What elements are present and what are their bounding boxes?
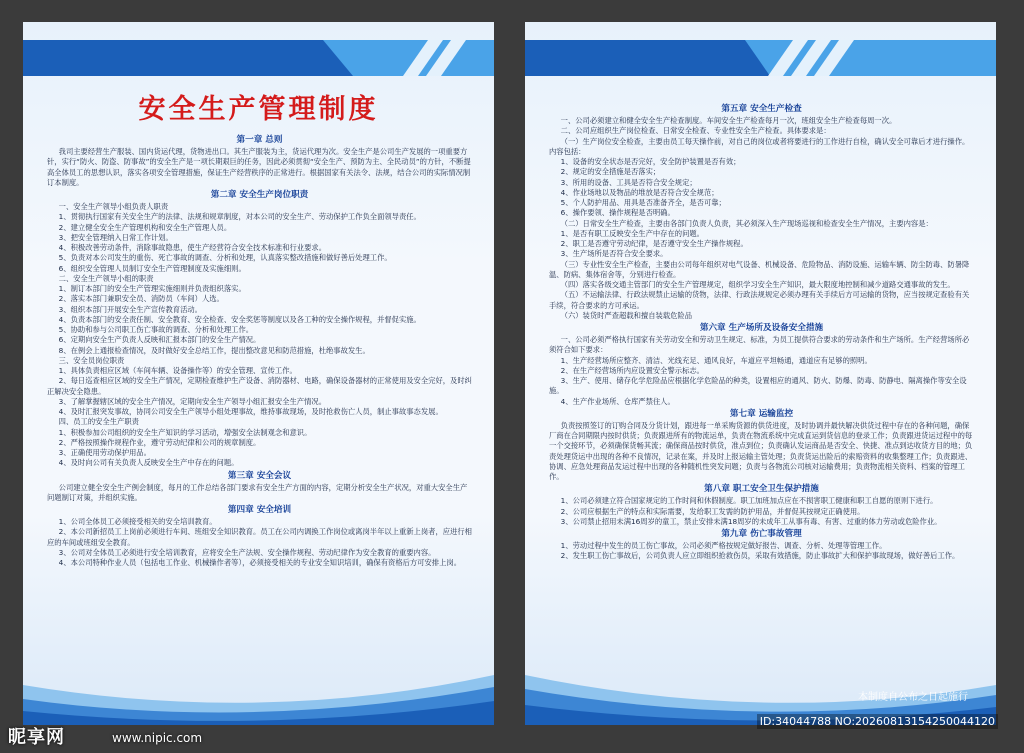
chapter-heading: 第四章 安全培训 xyxy=(227,505,292,515)
paragraph: 2、规定的安全措施是否落实； xyxy=(560,167,661,177)
paragraph: （二）日常安全生产检查，主要由各部门负责人负责，其必须深入生产现场巡视和检查安全生产情况，主要内容是： xyxy=(560,218,933,228)
paragraph: 一、安全生产领导小组负责人职责 xyxy=(58,202,169,211)
paragraph: 6、组织安全管理人员制订安全生产管理制度及实施细则。 xyxy=(58,263,246,273)
paragraph: （六）装货时严查超载和擅自装载危险品 xyxy=(560,310,693,320)
paragraph: 二、公司应组织生产岗位检查、日常安全检查、专业性安全生产检查。具体要求是： xyxy=(560,126,831,136)
paragraph: 5、协助和参与公司职工伤亡事故的调查、分析和处理工作。 xyxy=(58,325,254,334)
paragraph: 3、组织本部门开展安全生产宣传教育活动。 xyxy=(58,304,202,314)
paragraph: （一）生产岗位安全检查，主要由员工每天操作前，对自己的岗位或者将要进行的工作进行自检，确认安全可靠后才进行操作。内容包括： xyxy=(549,136,970,156)
chapter-heading: 第二章 安全生产岗位职责 xyxy=(210,190,309,200)
paragraph: （四）落实各级交通主管部门的安全生产管理规定，组织学习安全生产知识，最大限度地控制和减少道路交通事故的发生。 xyxy=(560,280,955,289)
top-stripe-decoration xyxy=(525,40,996,76)
top-stripe-decoration xyxy=(23,40,494,76)
paragraph: 1、积极参加公司组织的安全生产知识的学习活动，增强安全法制观念和意识。 xyxy=(58,427,312,437)
chapter-heading: 第九章 伤亡事故管理 xyxy=(721,529,802,539)
paragraph: 1、设备的安全状态是否完好，安全防护装置是否有效； xyxy=(560,157,741,166)
paragraph: 4、生产作业场所、仓库严禁住人。 xyxy=(560,396,675,406)
paragraph: 1、劳动过程中发生的员工伤亡事故，公司必须严格按规定做好报告、调查、分析、处理等管理工作。 xyxy=(560,541,887,550)
paragraph: 1、具体负责相应区域（车间车辆、设备操作等）的安全管理、宣传工作。 xyxy=(58,366,297,375)
paragraph: 一、公司必须建立和健全安全生产检查制度。车间安全生产检查每月一次，班组安全生产检查每周一次。 xyxy=(560,116,897,125)
paragraph: 8、在例会上通报检查情况，及时做好安全总结工作，提出整改意见和防范措施，杜绝事故发生。 xyxy=(58,345,370,355)
paragraph: 2、严格按照操作规程作业，遵守劳动纪律和公司的规章制度。 xyxy=(58,437,261,447)
chapter-heading: 第六章 生产场所及设备安全措施 xyxy=(699,323,824,333)
paragraph: 4、负责本部门的安全责任制、安全教育、安全检查、安全奖惩等制度以及各工种的安全操作规程，并督促实施。 xyxy=(58,314,421,324)
paragraph: 5、个人防护用品、用具是否准备齐全，是否可靠； xyxy=(560,198,726,207)
chapter-heading: 第五章 安全生产检查 xyxy=(721,104,802,114)
paragraph: 2、公司应根据生产的特点和实际需要，发给职工发需的防护用品，并督促其按规定正确使用。 xyxy=(560,506,865,516)
paragraph: 1、公司全体员工必须接受相关的安全培训教育。 xyxy=(58,517,217,526)
paragraph: 3、生产、使用、储存化学危险品应根据化学危险品的种类，设置相应的通风、防火、防爆、防毒、防静电、隔离操作等安全设施。 xyxy=(549,376,967,396)
bottom-wave-decoration xyxy=(23,665,494,725)
paragraph: 一、公司必须严格执行国家有关劳动安全和劳动卫生规定、标准，为员工提供符合要求的劳动条件和生产场所。生产经营场所必须符合如下要求： xyxy=(549,335,970,355)
paragraph: 三、安全员岗位职责 xyxy=(58,355,125,365)
chapter-heading: 第八章 职工安全卫生保护措施 xyxy=(704,484,819,495)
left-page-body xyxy=(47,133,472,568)
paragraph: 3、把安全管理纳入日常工作计划。 xyxy=(58,232,173,242)
paragraph: 4、作业场地以及物品的堆放是否符合安全规范； xyxy=(560,187,719,197)
paragraph: （五）不运输法律、行政法规禁止运输的货物，法律、行政法规规定必须办理有关手续后方可运输的货物，应当按规定查验有关手续，符合要求的方可承运。 xyxy=(549,290,970,310)
paragraph: 6、操作要领、操作规程是否明确。 xyxy=(560,208,675,218)
paragraph: 5、负责对本公司发生的重伤、死亡事故的调查、分析和处理，认真落实整改措施和做好善后处理工作。 xyxy=(58,253,392,263)
paragraph: 1、是否有职工反映安全生产中存在的问题。 xyxy=(560,228,704,238)
paragraph: 4、及时向公司有关负责人反映安全生产中存在的问题。 xyxy=(58,458,239,468)
paragraph: 4、本公司特种作业人员（包括电工作业、机械操作者等），必须接受相关的专业安全知识培训，确保有资格后方可安排上岗。 xyxy=(58,558,461,567)
paragraph: 6、定期向安全生产负责人反映和汇报本部门的安全生产情况。 xyxy=(58,335,261,345)
paragraph: 2、落实本部门兼职安全员、消防员（车间）人选。 xyxy=(58,294,224,304)
paragraph: 3、生产场所是否符合安全要求。 xyxy=(560,249,668,259)
paragraph: 2、每日巡查相应区域的安全生产情况，定期检查维护生产设备、消防器材、电路，确保设备器材的正常使用及安全完好，及时纠正解决安全隐患。 xyxy=(47,376,472,396)
left-page xyxy=(23,22,494,725)
paragraph: 负责按照签订的订购合同及分货计划，跟进每一单采购货源的供货进度，及时协调并最快解决供货过程中存在的各种问题，确保厂商在合同期限内按时供货；负责跟进所有的物流运单，负责在物流系统中完成直运到货信息的登录工作；负责跟进货运过程中的每一个交接环节，必须确保货畅其流；确保商品按时供货，准点到位；负责确认发运商品是否安全、快捷、准点到达收货方目的地；负责处理货运中出现的各种不良情况，记录在案，并及时上报运输主管处理；负责货运出险后的索赔资料的收集整理工作；负责跟进、协调、应急处理商品发运过程中出现的各种随机性突发问题；负责与各物流公司核对运输费用；负责物流相关资料、档案的管理工作。 xyxy=(549,420,973,481)
paragraph: 2、本公司新招员工上岗前必须进行车间、班组安全知识教育。员工在公司内调换工作岗位或离岗半年以上重新上岗者，应进行相应的车间或班组安全教育。 xyxy=(47,527,472,547)
right-page xyxy=(525,22,996,725)
paragraph: 3、公司禁止招用未满16周岁的童工，禁止安排未满18周岁的未成年工从事有毒、有害、过重的体力劳动或危险作业。 xyxy=(560,516,942,526)
paragraph: （三）专业性安全生产检查，主要由公司每年组织对电气设备、机械设备、危险物品、消防设施、运输车辆、防尘防毒、防暑降温、防病、集体宿舍等，分别进行检查。 xyxy=(549,259,970,279)
paragraph: 1、公司必须建立符合国家规定的工作时间和休假制度。职工加班加点应在不损害职工健康和职工自愿的原则下进行。 xyxy=(560,496,938,506)
paragraph: 1、贯彻执行国家有关安全生产的法律、法规和规章制度，对本公司的安全生产、劳动保护工作负全面领导责任。 xyxy=(58,212,421,222)
paragraph: 3、所用的设备、工具是否符合安全规定； xyxy=(560,177,697,187)
paragraph: 4、及时汇报突发事故，协同公司安全生产领导小组处理事故，维持事故现场，及时抢救伤亡人员，制止事故事态发展。 xyxy=(58,407,443,416)
paragraph: 1、制订本部门的安全生产管理实施细则并负责组织落实。 xyxy=(58,284,246,293)
paragraph: 3、正确使用劳动保护用品。 xyxy=(58,448,151,457)
chapter-heading: 第三章 安全会议 xyxy=(227,470,292,481)
paragraph: 4、积极改善劳动条件，消除事故隐患，使生产经营符合安全技术标准和行业要求。 xyxy=(58,243,326,252)
effective-date-note: 本制度自公布之日起施行 xyxy=(858,692,968,703)
chapter-heading: 第七章 运输监控 xyxy=(729,408,794,419)
paragraph: 我司主要经营生产服装、国内货运代理，货物进出口。其生产服装为主，货运代理为次。安全生产是公司生产发展的一项重要方针，实行“防火、防盗、防事故”的安全生产是一项长期艰巨的任务，因此必须贯彻“安全生产、预防为主、全民动员”的方针，不断提高全体员工的思想认识，落实各项安全管理措施，保证生产经营秩序的正常进行。根据国家有关法令、法规，结合公司的实际情况制订本制度。 xyxy=(47,147,471,187)
paragraph: 公司建立健全安全生产例会制度，每月的工作总结各部门要求有安全生产方面的内容，定期分析安全生产状况，对重大安全生产问题制订对策，并组织实施。 xyxy=(47,482,468,502)
chapter-heading: 第一章 总则 xyxy=(236,135,283,145)
document-title: 安全生产管理制度 xyxy=(138,94,379,125)
paragraph: 2、在生产经营场所内应设置安全警示标志。 xyxy=(560,365,704,375)
paragraph: 2、职工是否遵守劳动纪律，是否遵守安全生产操作规程。 xyxy=(560,239,748,248)
watermark-logo: 昵享网 xyxy=(8,727,65,748)
paragraph: 二、安全生产领导小组的职责 xyxy=(58,273,154,283)
watermark-url: www.nipic.com xyxy=(112,731,203,745)
watermark-id: ID:34044788 NO:20260813154250044120 xyxy=(757,714,998,729)
paragraph: 2、建立健全安全生产管理机构和安全生产管理人员。 xyxy=(58,222,232,232)
paragraph: 2、发生职工伤亡事故后，公司负责人应立即组织抢救伤员，采取有效措施，防止事故扩大和保护事故现场，做好善后工作。 xyxy=(560,551,960,561)
paragraph: 1、生产经营场所应整齐、清洁、光线充足、通风良好，车道应平坦畅通，通道应有足够的照明。 xyxy=(560,355,872,365)
paragraph: 四、员工的安全生产职责 xyxy=(58,417,139,427)
paragraph: 3、公司对全体员工必须进行安全培训教育，应将安全生产法规、安全操作规程、劳动纪律作为安全教育的重要内容。 xyxy=(58,547,436,557)
paragraph: 3、了解掌握辖区域的安全生产情况，定期向安全生产领导小组汇报安全生产情况。 xyxy=(58,396,326,406)
right-page-body xyxy=(549,102,974,562)
